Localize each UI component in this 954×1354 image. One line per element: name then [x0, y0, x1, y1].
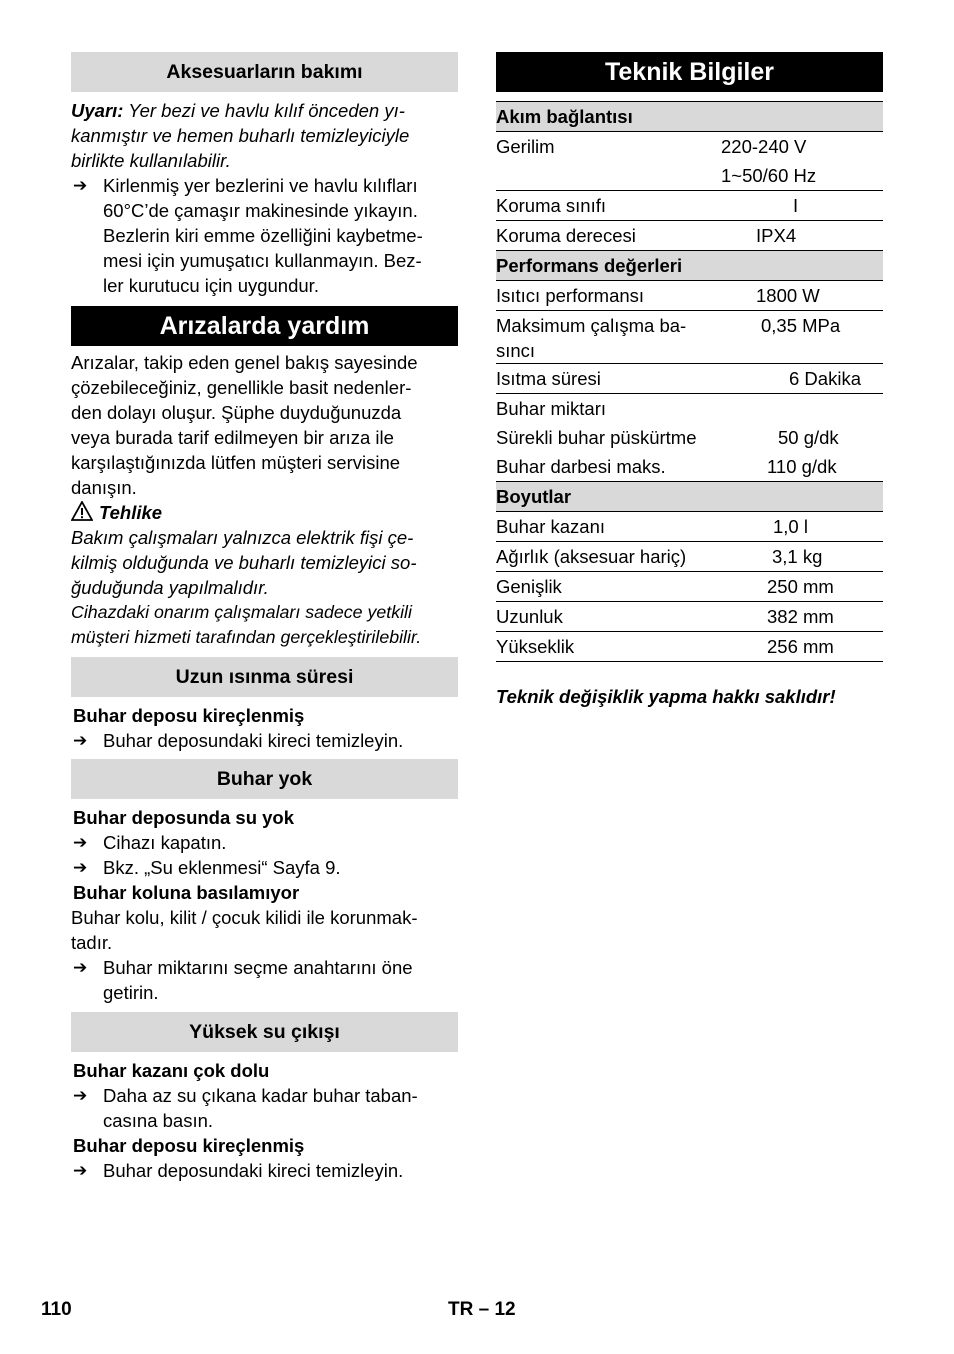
arrow-icon: ➔ [73, 958, 88, 977]
table-row: Koruma sınıfı I [496, 191, 883, 221]
page-number: 110 [41, 1299, 72, 1320]
warning-label: Uyarı: [71, 100, 124, 121]
table-row: Gerilim 220-240 V [496, 136, 807, 157]
danger-heading [71, 500, 458, 525]
arrow-icon: ➔ [73, 1161, 88, 1180]
subheading-scaled-tank-2: Buhar deposu kireçlenmiş [73, 1135, 305, 1156]
high-water-step-2: ➔ Buhar deposundaki kireci temizleyin. [73, 1160, 404, 1181]
high-water-step-1: ➔ Daha az su çıkana kadar buhar taban- casına basın. [73, 1085, 418, 1131]
no-steam-step-3: ➔ Buhar miktarını seçme anahtarını öne getirin. [73, 957, 413, 1003]
heading-technical-data: Teknik Bilgiler [496, 52, 883, 92]
table-row: Buhar darbesi maks. 110 g/dk [496, 452, 883, 482]
danger-label: Tehlike [99, 502, 163, 523]
heading-high-water: Yüksek su çıkışı [71, 1012, 458, 1052]
table-row: 1~50/60 Hz [496, 161, 883, 191]
danger-text: Bakım çalışmaları yalnızca elektrik fişi çe- kilmiş olduğunda ve buharlı temizleyici so- ğuduğunda yapılmalıdır. Cihazdaki onarım çalışmaları sadece yetkili müşteri hizmeti tarafından gerçekleştirilebilir. [71, 527, 422, 647]
left-column: Aksesuarların bakımı Uyarı: Yer bezi ve havlu kılıf önceden yı- kanmıştır ve hemen buharlı temizleyiciyle birlikte kullanılabilir. ➔ Kirlenmiş yer bezlerini ve havlu kılıfları 60°C’de çamaşır makinesinde yıkayın. Bezlerin kiri emme özelliğini kaybetme- mesi için yumuşatıcı kullanmayın. Bez- ler kurutucu için uygundur. Arızalarda yardım Arızalar, takip eden genel bakış sayesinde çözebileceğiniz, genellikle basit nedenler- den dolayı oluşur. Şüphe duyduğunuzda veya burada tarif edilmeyen bir arıza ile karşılaştığınızda lütfen müşteri servisine danışın. Tehlike Bakım çalışmaları yalnızca elektrik fişi çe- kilmiş olduğunda ve buharlı temizleyici so- ğuduğunda yapılmalıdır. Cihazdaki onarım çalışmaları sadece yetkili müşteri hizmeti tarafından gerçekleştirilebilir. Uzun ısınma süresi Buhar deposu kireçlenmiş ➔ Buhar deposundaki kireci temizleyin. Buhar yok Buhar deposunda su yok ➔ Cihazı kapatın. ➔ Bkz. „Su eklenmesi“ Sayfa 9. Buhar koluna basılamıyor Buhar kolu, kilit / çocuk kilidi ile korunmak- tadır. ➔ Buhar miktarını seçme anahtarını öne getirin. Yüksek su çıkışı Buhar kazanı çok dolu ➔ Daha az su çıkana kadar buhar taban- casına basın. Buhar deposu kireçlenmiş ➔ Buhar deposundaki kireci temizleyin. [71, 52, 458, 1183]
heading-troubleshooting: Arızalarda yardım [71, 306, 458, 346]
table-row: Genişlik 250 mm [496, 572, 883, 602]
table-row: Sürekli buhar püskürtme 50 g/dk [496, 427, 839, 448]
table-row: Koruma derecesi IPX4 [496, 221, 883, 251]
warning-triangle-icon [71, 501, 93, 521]
subheading-boiler-full: Buhar kazanı çok dolu [73, 1060, 270, 1081]
table-row: Buhar miktarı [496, 398, 607, 419]
arrow-icon: ➔ [73, 176, 88, 195]
long-heat-step: ➔ Buhar deposundaki kireci temizleyin. [73, 730, 404, 751]
section-marker: TR – 12 [448, 1299, 516, 1320]
table-row: Ağırlık (aksesuar hariç) 3,1 kg [496, 542, 883, 572]
technical-change-note: Teknik değişiklik yapma hakkı saklıdır! [496, 686, 836, 707]
troubleshooting-intro: Arızalar, takip eden genel bakış sayesinde çözebileceğiniz, genellikle basit nedenler- den dolayı oluşur. Şüphe duyduğunuzda veya burada tarif edilmeyen bir arıza ile karşılaştığınızda lütfen müşteri servisine danışın. [71, 352, 418, 498]
table-row: Akım bağlantısı [496, 102, 883, 132]
care-step: ➔ Kirlenmiş yer bezlerini ve havlu kılıfları 60°C’de çamaşır makinesinde yıkayın. Bezlerin kiri emme özelliğini kaybetme- mesi için yumuşatıcı kullanmayın. Bez- ler kurutucu için uygundur. [73, 175, 423, 296]
heading-long-heat: Uzun ısınma süresi [71, 657, 458, 697]
care-warning: Uyarı: Yer bezi ve havlu kılıf önceden yı- kanmıştır ve hemen buharlı temizleyiciyle birlikte kullanılabilir. [71, 100, 410, 171]
heading-no-steam: Buhar yok [71, 759, 458, 799]
table-row: Isıtıcı performansı 1800 W [496, 281, 883, 311]
no-steam-step-1: ➔ Cihazı kapatın. [73, 832, 227, 853]
table-row: Maksimum çalışma ba- sıncı 0,35 MPa [496, 311, 883, 364]
table-row: Isıtma süresi 6 Dakika [496, 364, 883, 394]
arrow-icon: ➔ [73, 858, 88, 877]
table-row: Yükseklik 256 mm [496, 632, 883, 662]
table-row: Uzunluk 382 mm [496, 602, 883, 632]
arrow-icon: ➔ [73, 1086, 88, 1105]
right-column [496, 52, 883, 709]
heading-accessory-care: Aksesuarların bakımı [71, 52, 458, 92]
subheading-no-water: Buhar deposunda su yok [73, 807, 295, 828]
arrow-icon: ➔ [73, 731, 88, 750]
table-row: Performans değerleri [496, 251, 883, 281]
table-row: Buhar kazanı 1,0 l [496, 512, 883, 542]
arrow-icon: ➔ [73, 833, 88, 852]
no-steam-step-2: ➔ Bkz. „Su eklenmesi“ Sayfa 9. [73, 857, 341, 878]
table-row: Boyutlar [496, 482, 883, 512]
technical-data-table [496, 101, 883, 662]
subheading-lever-locked: Buhar koluna basılamıyor [73, 882, 300, 903]
subheading-scaled-tank: Buhar deposu kireçlenmiş [73, 705, 305, 726]
